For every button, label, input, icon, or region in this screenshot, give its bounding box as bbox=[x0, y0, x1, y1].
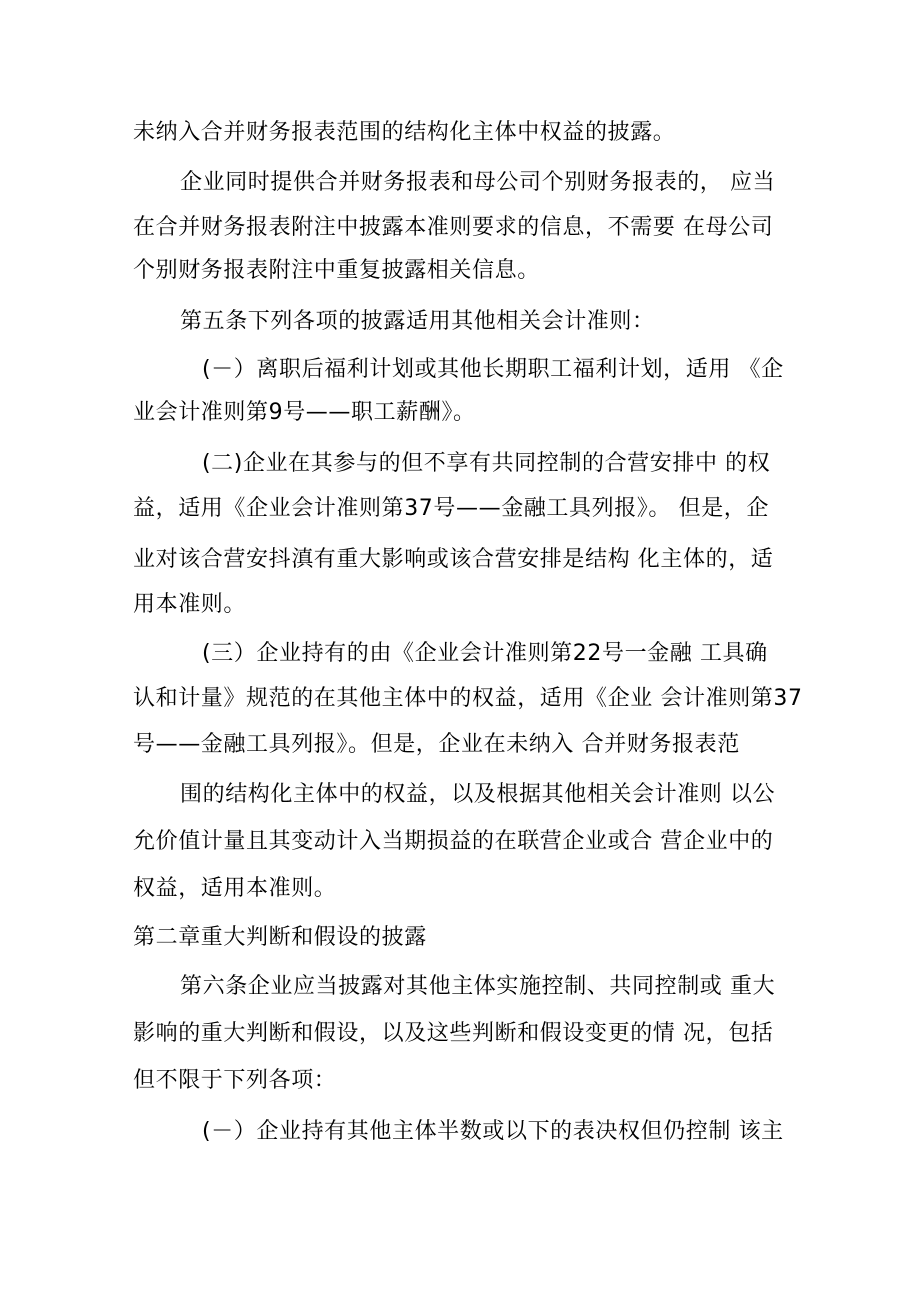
text-line: 但不限于下列各项： bbox=[133, 1068, 337, 1093]
text-line: 用本准则。 bbox=[133, 592, 247, 617]
text-line: 在合并财务报表附注中披露本准则要求的信息，不需要 在母公司 bbox=[133, 215, 774, 240]
text-line: 业对该合营安抖滇有重大影响或该合营安排是结构 化主体的，适 bbox=[133, 547, 774, 572]
text-line: 未纳入合并财务报表范围的结构化主体中权益的披露。 bbox=[133, 120, 676, 145]
text-line: 益，适用《企业会计准则第37号——金融工具列报》。 但是，企 bbox=[133, 496, 769, 521]
text-line: (三）企业持有的由《企业会计准则第22号一金融 工具确 bbox=[202, 641, 768, 666]
text-line: 号——金融工具列报》。但是，企业在未纳入 合并财务报表范 bbox=[133, 732, 740, 757]
text-line: 认和计量》规范的在其他主体中的权益，适用《企业 会计准则第37 bbox=[133, 686, 803, 711]
text-line: 允价值计量且其变动计入当期损益的在联营企业或合 营企业中的 bbox=[133, 829, 774, 854]
text-line: 第五条下列各项的披露适用其他相关会计准则： bbox=[180, 309, 655, 334]
text-line: 业会计准则第9号——职工薪酬》。 bbox=[133, 400, 476, 425]
text-line: (二)企业在其参与的但不享有共同控制的合营安排中 的权 bbox=[202, 451, 771, 476]
text-line: 围的结构化主体中的权益，以及根据其他相关会计准则 以公 bbox=[180, 782, 776, 807]
text-line: 第六条企业应当披露对其他主体实施控制、共同控制或 重大 bbox=[180, 974, 776, 999]
text-line: 权益，适用本准则。 bbox=[133, 876, 337, 901]
text-line: 影响的重大判断和假设，以及这些判断和假设变更的情 况，包括 bbox=[133, 1021, 774, 1046]
section-heading: 第二章重大判断和假设的披露 bbox=[133, 925, 427, 950]
text-line: 企业同时提供合并财务报表和母公司个别财务报表的， 应当 bbox=[180, 170, 776, 195]
text-line: 个别财务报表附注中重复披露相关信息。 bbox=[133, 258, 540, 283]
text-line: (－）企业持有其他主体半数或以下的表决权但仍控制 该主 bbox=[202, 1119, 784, 1144]
text-line: (－）离职后福利计划或其他长期职工福利计划，适用 《企 bbox=[202, 357, 784, 382]
